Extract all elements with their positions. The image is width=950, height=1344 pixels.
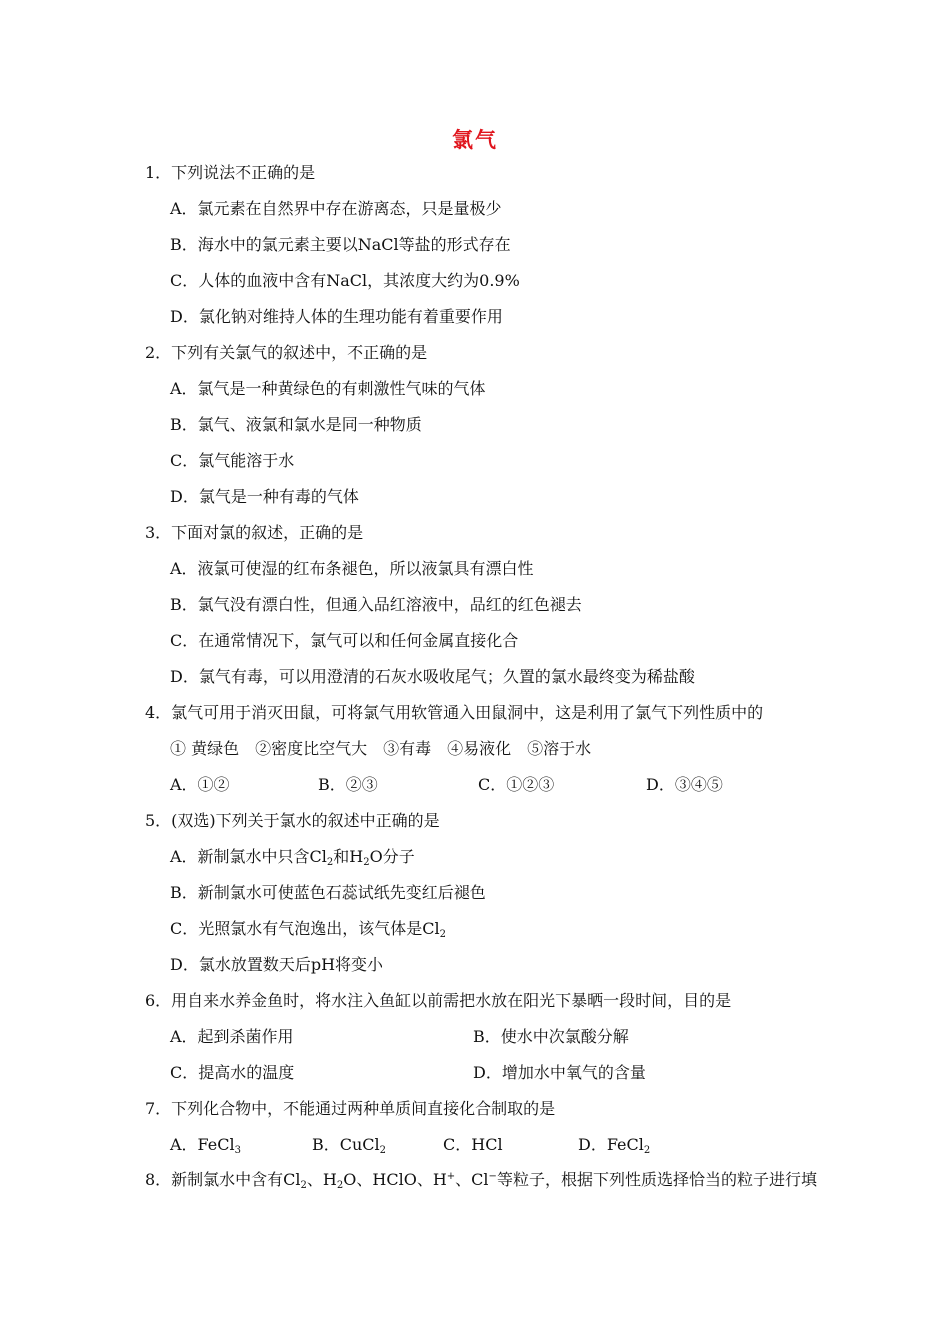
question-3-option-d: D．氯气有毒，可以用澄清的石灰水吸收尾气；久置的氯水最终变为稀盐酸 [170,667,695,686]
question-4-stem: 4．氯气可用于消灭田鼠，可将氯气用软管通入田鼠洞中，这是利用了氯气下列性质中的 [145,703,764,722]
question-7-option-d [578,1135,650,1155]
question-2-option-a: A．氯气是一种黄绿色的有刺激性气味的气体 [170,379,486,398]
question-6-stem: 6．用自来水养金鱼时，将水注入鱼缸以前需把水放在阳光下暴晒一段时间，目的是 [145,991,732,1010]
subscript: 2 [326,857,334,868]
question-2-option-d: D．氯气是一种有毒的气体 [170,487,359,506]
subscript: 2 [363,857,370,868]
question-2-option-c: C．氯气能溶于水 [170,451,295,470]
question-4-option-a: A．①② [170,775,230,794]
question-7-option-a [170,1135,241,1155]
option-d-text: D．FeCl [578,1135,644,1154]
question-1-option-a: A．氯元素在自然界中存在游离态，只是量极少 [170,199,502,218]
subscript: 2 [379,1145,387,1156]
option-b-text: B．CuCl [312,1135,380,1154]
page-title: 氯气 [452,127,498,152]
subscript: 2 [439,929,446,940]
subscript: 2 [643,1145,651,1156]
q8-text-2: 、H [306,1170,337,1189]
question-4-option-b: B．②③ [318,775,378,794]
q8-text-3: O、HClO、H [343,1170,447,1189]
question-7-stem: 7．下列化合物中，不能通过两种单质间直接化合制取的是 [145,1099,556,1118]
question-7-option-c: C．HCl [443,1135,503,1154]
superscript: − [488,1171,497,1182]
question-3-option-c: C．在通常情况下，氯气可以和任何金属直接化合 [170,631,519,650]
question-5-option-b: B．新制氯水可使蓝色石蕊试纸先变红后褪色 [170,883,486,902]
option-c-text: C．光照氯水有气泡逸出，该气体是Cl [170,919,440,938]
question-1-option-c: C．人体的血液中含有NaCl，其浓度大约为0.9% [170,271,520,290]
subscript: 2 [300,1180,307,1191]
subscript: 3 [234,1145,241,1156]
question-6-option-b: B．使水中次氯酸分解 [473,1027,629,1046]
question-1-stem: 1．下列说法不正确的是 [145,163,316,182]
question-2-stem: 2．下列有关氯气的叙述中，不正确的是 [145,343,428,362]
option-a-text: A．FeCl [170,1135,235,1154]
superscript: + [446,1171,456,1182]
question-7-option-b [312,1135,386,1155]
option-a-text-1: A．新制氯水中只含Cl [170,847,327,866]
question-1-option-d: D．氯化钠对维持人体的生理功能有着重要作用 [170,307,503,326]
subscript: 2 [336,1180,344,1191]
question-4-option-c: C．①②③ [478,775,555,794]
q8-text-5: 等粒子，根据下列性质选择恰当的粒子进行填 [496,1170,817,1189]
question-3-option-b: B．氯气没有漂白性，但通入品红溶液中，品红的红色褪去 [170,595,582,614]
option-a-text-2: 和H [333,847,364,866]
question-6-option-a: A．起到杀菌作用 [170,1027,294,1046]
question-5-option-c [170,919,446,939]
question-3-stem: 3．下面对氯的叙述，正确的是 [145,523,364,542]
question-3-option-a: A．液氯可使湿的红布条褪色，所以液氯具有漂白性 [170,559,534,578]
question-2-option-b: B．氯气、液氯和氯水是同一种物质 [170,415,422,434]
option-a-text-3: O分子 [369,847,415,866]
question-5-stem: 5．(双选)下列关于氯水的叙述中正确的是 [145,811,440,830]
question-4-option-d: D．③④⑤ [646,775,723,794]
question-6-option-c: C．提高水的温度 [170,1063,295,1082]
q8-text-1: 8．新制氯水中含有Cl [145,1170,301,1189]
question-4-properties: ① 黄绿色 ②密度比空气大 ③有毒 ④易液化 ⑤溶于水 [170,739,592,758]
question-5-option-d: D．氯水放置数天后pH将变小 [170,955,384,974]
question-8-stem [145,1170,817,1190]
question-1-option-b: B．海水中的氯元素主要以NaCl等盐的形式存在 [170,235,511,254]
q8-text-4: 、Cl [455,1170,489,1189]
question-5-option-a [170,847,415,867]
question-6-option-d: D．增加水中氧气的含量 [473,1063,646,1082]
